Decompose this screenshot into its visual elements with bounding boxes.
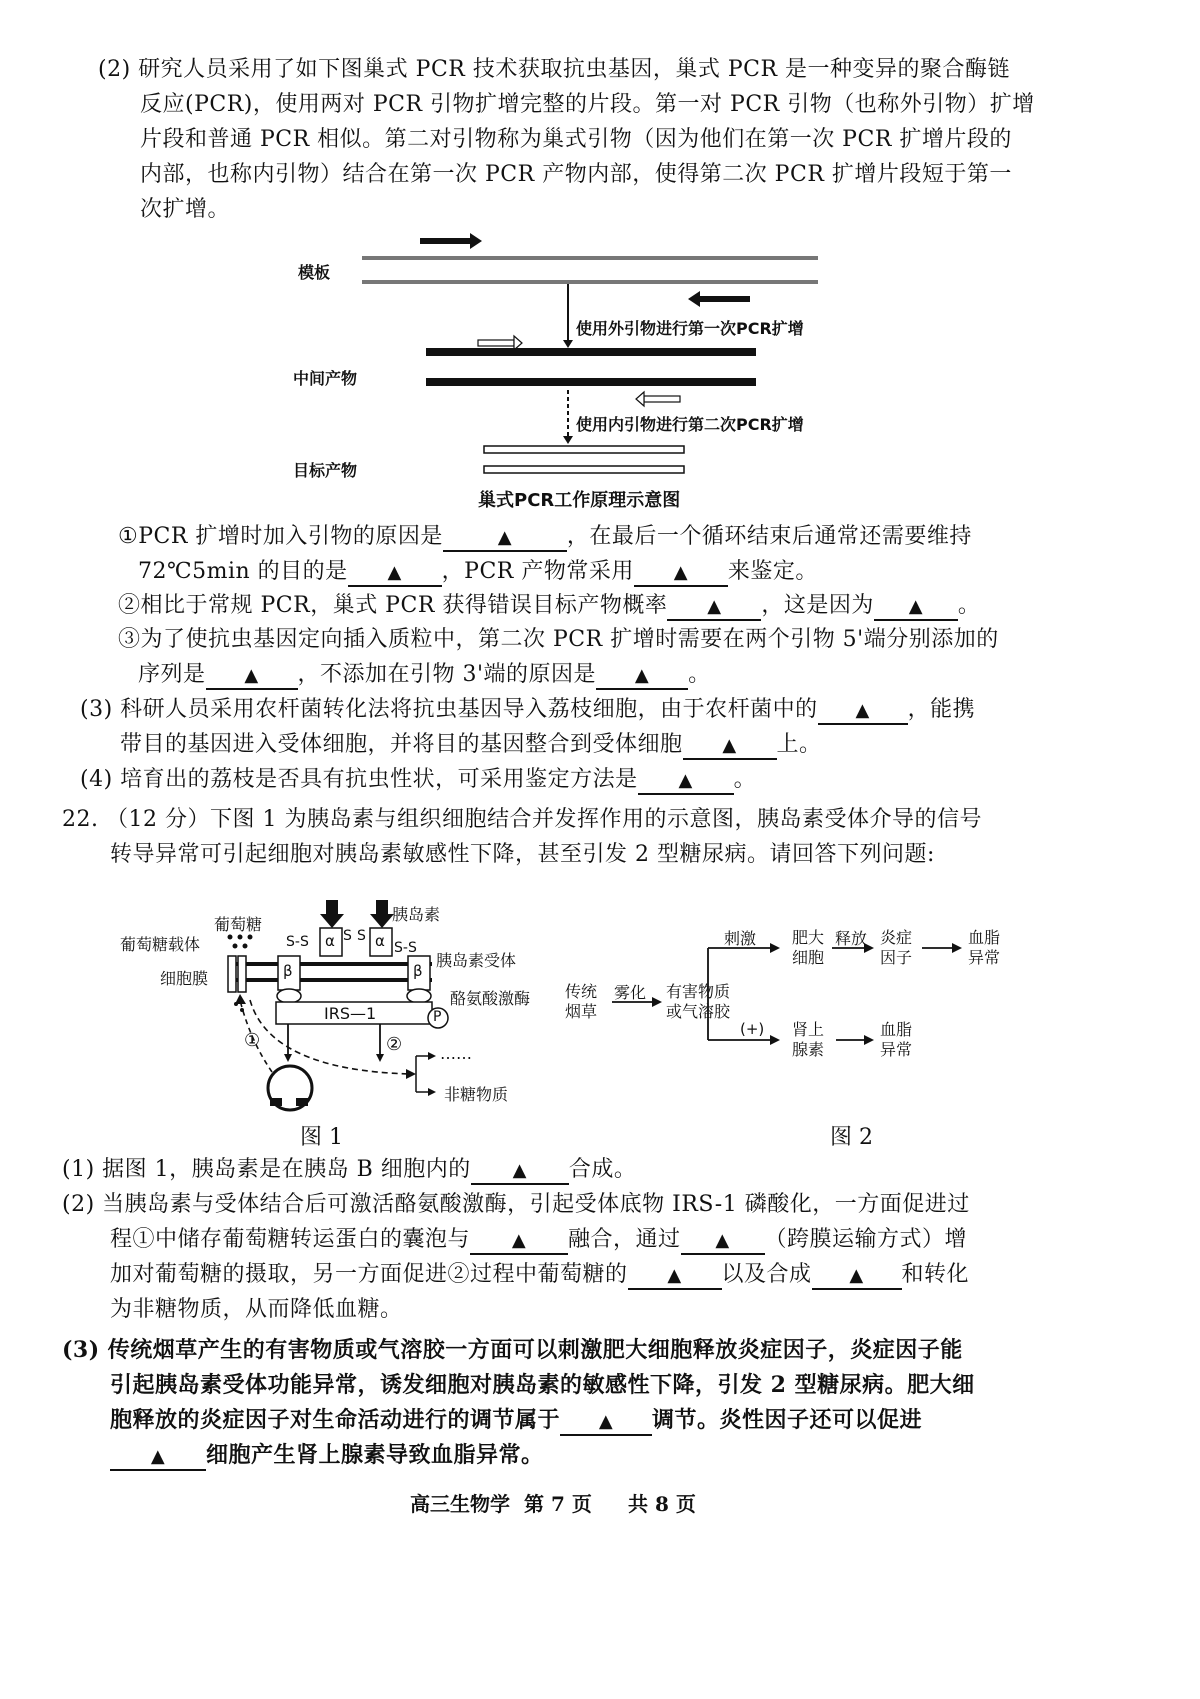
fig1-irs: IRS—1 (324, 1004, 377, 1023)
q22-s2-f: 以及合成 (721, 1262, 812, 1287)
q21-sub2-a: ②相比于常规 PCR，巢式 PCR 获得错误目标产物概率 (118, 593, 668, 618)
q22-s2-line1: (2) 当胰岛素与受体结合后可激活酪氨酸激酶，引起受体底物 IRS-1 磷酸化，一方面促进过 (62, 1192, 970, 1217)
fig1-p: P (433, 1009, 442, 1025)
answer-blank[interactable] (471, 1158, 569, 1185)
template-label: 模板 (298, 263, 331, 282)
pcr-figure-caption: 巢式PCR工作原理示意图 (478, 490, 681, 511)
fig1-membrane: 细胞膜 (160, 969, 209, 988)
fig1-nonsugar: 非糖物质 (444, 1085, 509, 1104)
footer-page: 第 7 页 (524, 1492, 592, 1516)
blank-mark: ▲ (497, 527, 513, 548)
q22-s3-line4 (110, 1440, 544, 1471)
fig2-caption: 图 2 (830, 1125, 873, 1150)
fig1-beta-2: β (413, 962, 423, 980)
q21-p2-line5: 次扩增。 (140, 197, 231, 222)
fig1-s-1: S (343, 928, 352, 944)
q22-intro-line1: 22. （12 分）下图 1 为胰岛素与组织细胞结合并发挥作用的示意图，胰岛素受体介导的信号 (62, 807, 982, 832)
q21-p3-c: 带目的基因进入受体细胞，并将目的基因整合到受体细胞 (120, 732, 683, 757)
q21-p4-b: 。 (733, 767, 757, 792)
q22-s3-d: 调节。炎性因子还可以促进 (652, 1407, 923, 1433)
q22-s1-a: (1) 据图 1，胰岛素是在胰岛 B 细胞内的 (62, 1157, 471, 1182)
fig1-beta-1: β (283, 962, 293, 980)
blank-mark: ▲ (849, 1265, 864, 1286)
blank-mark: ▲ (511, 1230, 527, 1251)
fig1-alpha-1: α (325, 932, 335, 950)
q22-s1-line (62, 1155, 636, 1185)
fig2-adrenaline: 肾上腺素 (792, 1020, 825, 1059)
blank-mark: ▲ (598, 1411, 614, 1432)
blank-mark: ▲ (673, 562, 689, 583)
q21-sub3-c: ，不添加在引物 3'端的原因是 (297, 662, 597, 687)
q21-sub3-b: 序列是 (138, 662, 206, 687)
q22-s2-g: 和转化 (901, 1262, 970, 1287)
blank-mark: ▲ (244, 665, 259, 686)
fig1-circle1: ① (244, 1030, 261, 1051)
q22-s2-b: 程①中储存葡萄糖转运蛋白的囊泡与 (110, 1227, 471, 1252)
fig2-lipid2: 血脂异常 (880, 1020, 913, 1059)
fig1-kinase: 酪氨酸激酶 (450, 989, 531, 1008)
q21-sub1-e: 来鉴定。 (727, 559, 818, 584)
answer-blank[interactable] (628, 1263, 722, 1290)
blank-mark: ▲ (667, 1265, 682, 1286)
q22-s2-line3 (110, 1260, 969, 1290)
fig1-insulin: 胰岛素 (392, 905, 441, 924)
fig2-plus: (+) (740, 1020, 765, 1038)
q22-s2-e: 加对葡萄糖的摄取，另一方面促进②过程中葡萄糖的 (110, 1262, 628, 1287)
fig2-release: 释放 (835, 929, 868, 948)
fig2-harmful: 有害物质或气溶胶 (666, 982, 731, 1021)
target-label: 目标产物 (293, 461, 358, 480)
answer-blank[interactable] (812, 1263, 902, 1290)
fig1-glucose: 葡萄糖 (214, 915, 263, 934)
fig1-ss-1: S-S (286, 934, 309, 950)
q22-s3-line1: (3) 传统烟草产生的有害物质或气溶胶一方面可以刺激肥大细胞释放炎症因子，炎症因子能 (62, 1337, 963, 1363)
blank-mark: ▲ (707, 596, 722, 617)
q22-s1-b: 合成。 (568, 1157, 637, 1182)
q22-s2-c: 融合，通过 (568, 1227, 681, 1252)
blank-mark: ▲ (908, 596, 924, 617)
fig1-ss-2: S-S (394, 940, 417, 956)
step1-label: 使用外引物进行第一次PCR扩增 (576, 319, 804, 338)
answer-blank[interactable] (681, 1228, 765, 1255)
q21-p2-line3: 片段和普通 PCR 相似。第二对引物称为巢式引物（因为他们在第一次 PCR 扩增片段的 (140, 127, 1012, 152)
q21-sub1-a: ①PCR 扩增时加入引物的原因是 (118, 524, 443, 549)
q22-s3-line3 (110, 1405, 922, 1436)
q21-sub2-b: ，这是因为 (761, 593, 874, 618)
blank-mark: ▲ (678, 770, 693, 791)
q21-sub3-d: 。 (688, 662, 711, 687)
fig2-lipid1: 血脂异常 (968, 928, 1001, 967)
q22-s2-line4: 为非糖物质，从而降低血糖。 (110, 1297, 403, 1322)
q21-sub3-line1: ③为了使抗虫基因定向插入质粒中，第二次 PCR 扩增时需要在两个引物 5'端分别添加的 (118, 627, 999, 652)
fig2-inflam: 炎症因子 (880, 928, 913, 967)
q21-p2-line1: (2) 研究人员采用了如下图巢式 PCR 技术获取抗虫基因，巢式 PCR 是一种变异的聚合酶链 (98, 57, 1011, 82)
footer-subject: 高三生物学 (410, 1492, 510, 1516)
blank-mark: ▲ (150, 1446, 166, 1467)
q22-s2-line2 (110, 1225, 967, 1255)
fig1-circle2: ② (386, 1034, 403, 1055)
q21-p2-line2: 反应(PCR)，使用两对 PCR 引物扩增完整的片段。第一对 PCR 引物（也称外引物）扩增 (140, 92, 1035, 117)
blank-mark: ▲ (722, 735, 737, 756)
fig1-receptor: 胰岛素受体 (436, 951, 517, 970)
q22-s3-e: 细胞产生肾上腺素导致血脂异常。 (206, 1442, 544, 1468)
q22-intro-line2: 转导异常可引起细胞对胰岛素敏感性下降，甚至引发 2 型糖尿病。请回答下列问题: (110, 842, 935, 867)
intermediate-label: 中间产物 (293, 369, 358, 388)
q21-p2-line4: 内部，也称内引物）结合在第一次 PCR 产物内部，使得第二次 PCR 扩增片段短于第一 (140, 162, 1012, 187)
q21-p4-a: (4) 培育出的荔枝是否具有抗虫性状，可采用鉴定方法是 (80, 767, 638, 792)
blank-mark: ▲ (715, 1230, 730, 1251)
fig1-s-2: S (357, 928, 366, 944)
q21-sub1-c: 72℃5min 的目的是 (138, 559, 348, 584)
fig1-alpha-2: α (375, 932, 385, 950)
q21-p3-a: (3) 科研人员采用农杆菌转化法将抗虫基因导入荔枝细胞，由于农杆菌中的 (80, 697, 818, 722)
blank-mark: ▲ (387, 562, 402, 583)
step2-label: 使用内引物进行第二次PCR扩增 (576, 415, 804, 434)
fig1-caption: 图 1 (300, 1125, 343, 1150)
q22-s3-line2: 引起胰岛素受体功能异常，诱发细胞对胰岛素的敏感性下降，引发 2 型糖尿病。肥大细 (110, 1372, 975, 1398)
q21-p3-d: 上。 (776, 732, 822, 757)
q21-sub1-d: ，PCR 产物常采用 (441, 559, 634, 584)
answer-blank[interactable] (110, 1443, 206, 1471)
fig1-dots: …… (440, 1044, 472, 1063)
q21-sub2-c: 。 (957, 593, 981, 618)
fig2-tobacco: 传统烟草 (565, 982, 598, 1021)
blank-mark: ▲ (855, 700, 870, 721)
answer-blank[interactable] (560, 1408, 652, 1436)
fig2-stimulate: 刺激 (724, 929, 757, 948)
fig2-mast: 肥大细胞 (792, 928, 825, 967)
q21-sub1-b: ，在最后一个循环结束后通常还需要维持 (566, 524, 972, 549)
q21-p3-b: ，能携 (907, 697, 976, 722)
q22-s2-d: （跨膜运输方式）增 (764, 1227, 968, 1252)
blank-mark: ▲ (512, 1160, 527, 1181)
blank-mark: ▲ (634, 665, 650, 686)
fig1-transporter: 葡萄糖载体 (120, 935, 201, 954)
footer-total: 共 8 页 (628, 1492, 696, 1516)
answer-blank[interactable] (470, 1228, 568, 1255)
fig2-atomize: 雾化 (614, 983, 647, 1002)
q22-s3-c: 胞释放的炎症因子对生命活动进行的调节属于 (110, 1407, 561, 1433)
